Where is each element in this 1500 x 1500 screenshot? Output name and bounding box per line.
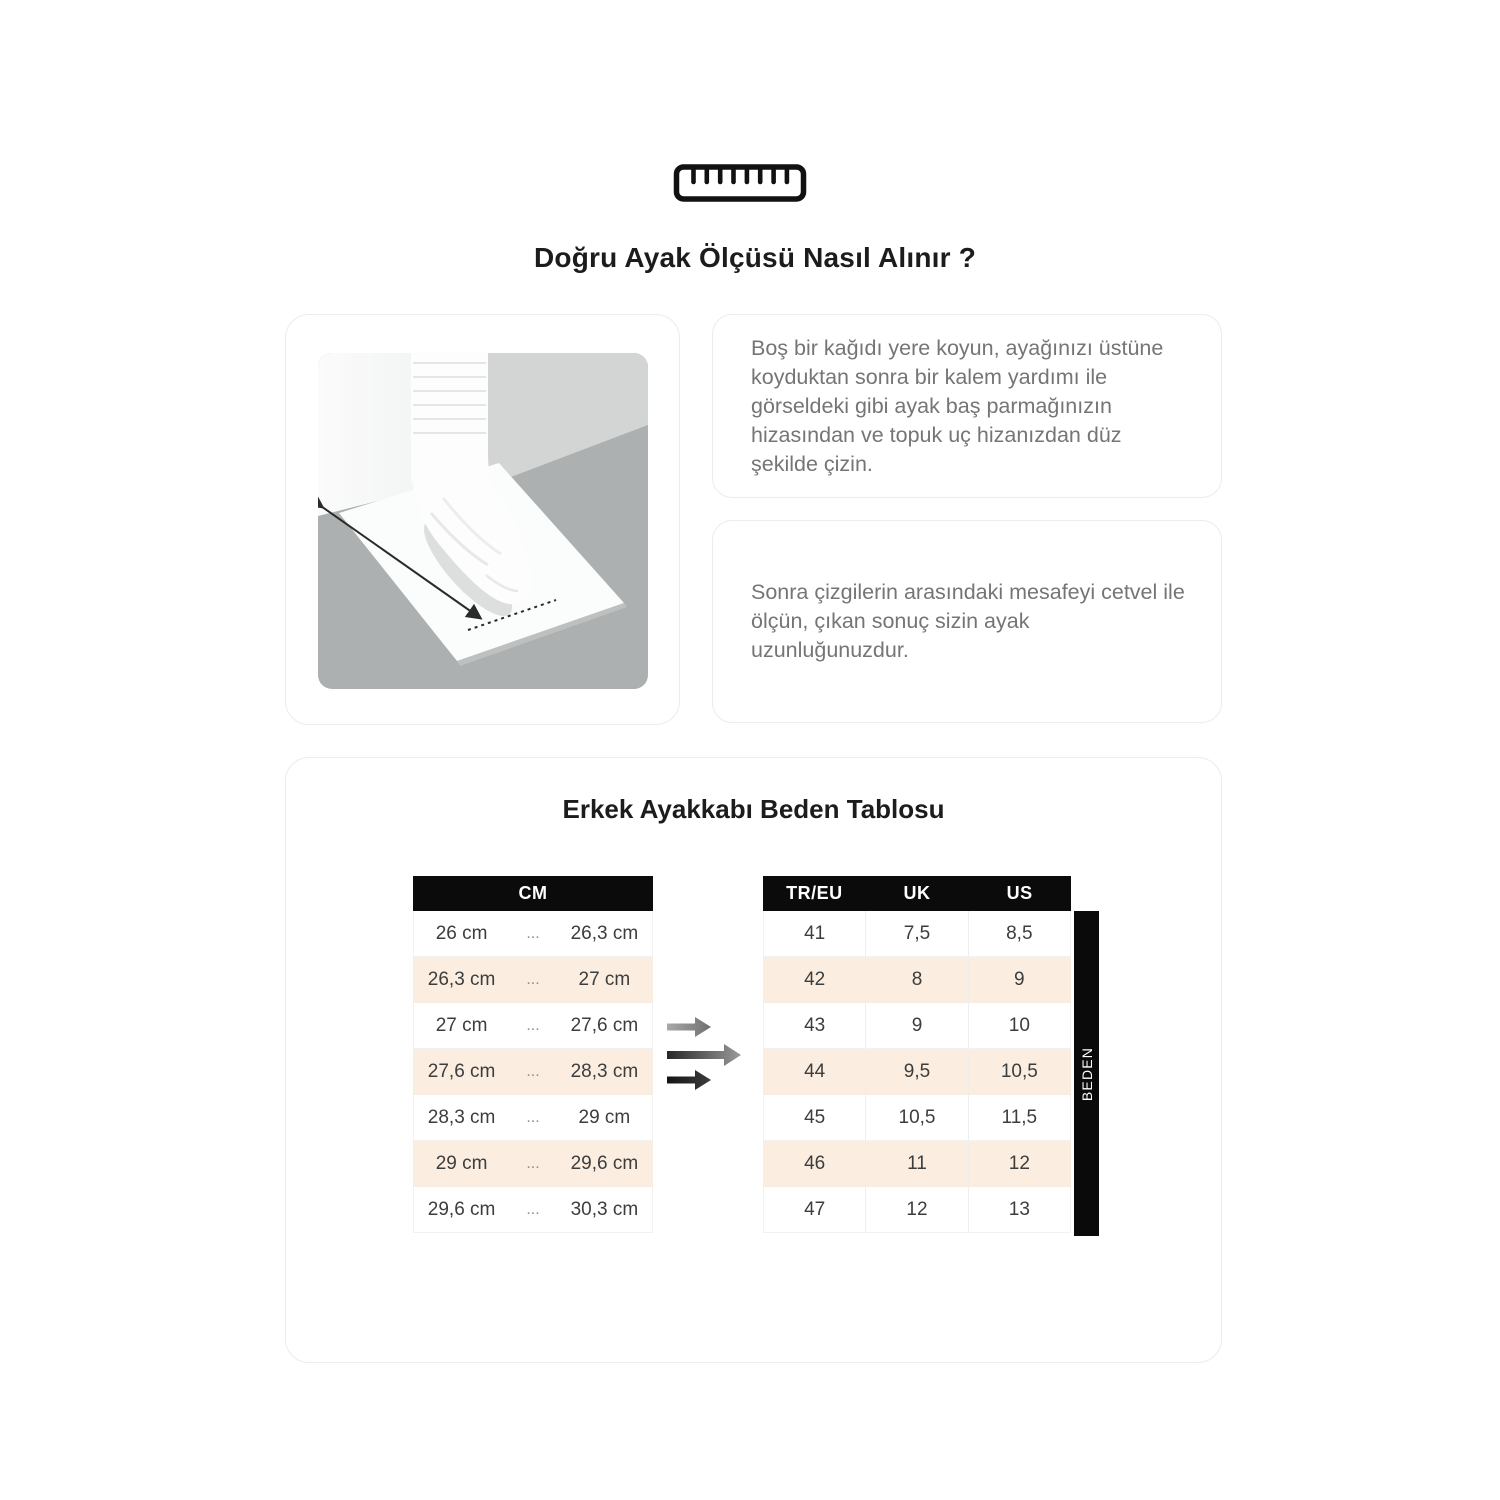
table-row: 26 cm ... 26,3 cm (413, 911, 653, 957)
instruction-step-2: Sonra çizgilerin arasındaki mesafeyi cetvel ile ölçün, çıkan sonuç sizin ayak uzunluğunuzdur. (751, 580, 1185, 662)
instruction-card-1 (712, 314, 1222, 498)
size-table-card (285, 757, 1222, 1363)
page-title: Doğru Ayak Ölçüsü Nasıl Alınır ? (533, 242, 977, 273)
table-row: 47 12 13 (763, 1187, 1071, 1233)
table-row: 41 7,5 8,5 (763, 911, 1071, 957)
cm-table-header: CM (413, 876, 653, 911)
table-row: 26,3 cm ... 27 cm (413, 957, 653, 1003)
table-row: 42 8 9 (763, 957, 1071, 1003)
table-row: 27 cm ... 27,6 cm (413, 1003, 653, 1049)
table-row: 46 11 12 (763, 1141, 1071, 1187)
measurement-photo-card (285, 314, 680, 725)
beden-side-label: BEDEN (1074, 911, 1099, 1236)
ruler-icon (673, 163, 807, 203)
conversion-table (763, 876, 1071, 1233)
table-row: 28,3 cm ... 29 cm (413, 1095, 653, 1141)
table-row: 29 cm ... 29,6 cm (413, 1141, 653, 1187)
foot-measurement-photo (318, 353, 648, 689)
table-row: 45 10,5 11,5 (763, 1095, 1071, 1141)
cm-table (413, 876, 653, 1233)
instruction-card-2 (712, 520, 1222, 723)
table-row: 44 9,5 10,5 (763, 1049, 1071, 1095)
table-row: 27,6 cm ... 28,3 cm (413, 1049, 653, 1095)
table-row: 29,6 cm ... 30,3 cm (413, 1187, 653, 1233)
instruction-step-1: Boş bir kağıdı yere koyun, ayağınızı üstüne koyduktan sonra bir kalem yardımı ile görseldeki gibi ayak baş parmağınızın hizasından ve topuk uç hizanızdan düz şekilde çizin. (751, 335, 1164, 476)
conversion-arrows-icon (667, 1013, 749, 1095)
conversion-table-header: TR/EU UK US (763, 876, 1071, 911)
size-table-title: Erkek Ayakkabı Beden Tablosu (562, 794, 945, 824)
table-row: 43 9 10 (763, 1003, 1071, 1049)
